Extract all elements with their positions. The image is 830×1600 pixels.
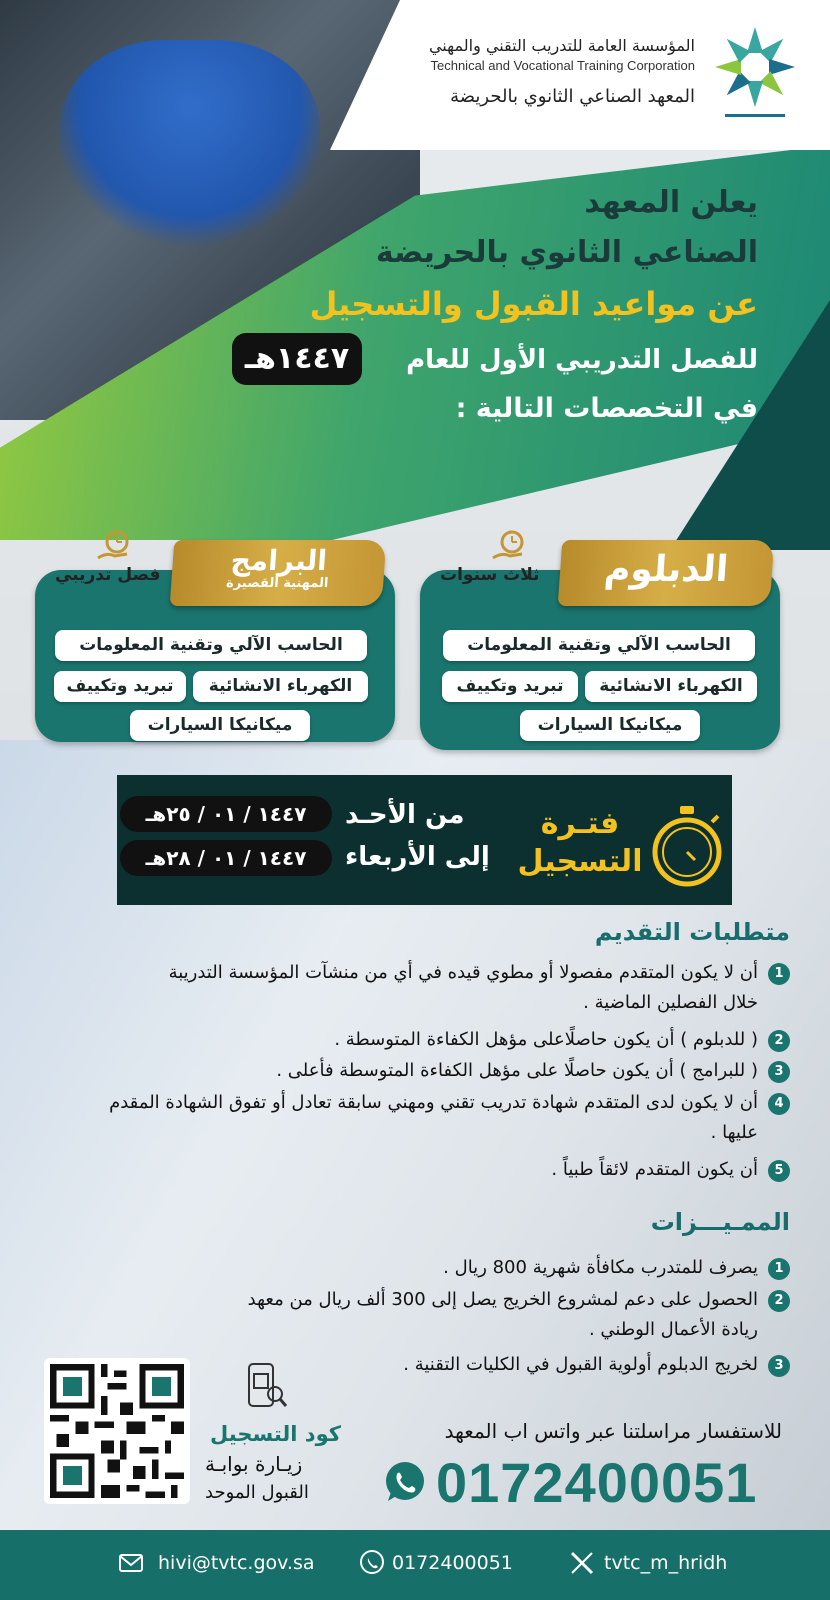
requirement-number: 2	[768, 1030, 790, 1052]
inquiry-text: للاستفسار مراسلتنا عبر واتس اب المعهد	[444, 1419, 782, 1443]
headline-line-2: الصناعي الثانوي بالحريضة	[375, 235, 758, 270]
footer-x-handle[interactable]: tvtc_m_hridh	[604, 1552, 728, 1574]
tvtc-logo-icon	[710, 22, 800, 122]
requirement-item	[150, 1056, 790, 1086]
portal-text-line-1: زيـارة بوابـة	[205, 1452, 303, 1476]
headline-line-1: يعلن المعهد	[584, 185, 758, 220]
feature-item	[230, 1285, 790, 1345]
org-name-arabic: المؤسسة العامة للتدريب التقني والمهني	[428, 36, 695, 55]
from-label: من الأحـد	[345, 800, 465, 830]
programs-duration: فصل تدريبي	[55, 565, 161, 585]
requirement-number: 5	[768, 1160, 790, 1182]
requirement-number: 3	[768, 1061, 790, 1083]
programs-title-text: البرامج	[229, 544, 329, 577]
diploma-title: الدبلوم	[558, 540, 775, 606]
requirement-text: أن يكون المتقدم لائقاً طبياً .	[551, 1159, 758, 1180]
diploma-major: الكهرباء الانشائية	[585, 671, 757, 702]
programs-major: الحاسب الآلي وتقنية المعلومات	[55, 630, 367, 661]
requirement-number: 4	[768, 1093, 790, 1115]
feature-text: يصرف للمتدرب مكافأة شهرية 800 ريال .	[443, 1257, 758, 1278]
feature-number: 3	[768, 1355, 790, 1377]
requirement-item	[150, 958, 790, 1018]
requirement-text: أن لا يكون المتقدم مفصولا أو مطوي قيده في أي من منشآت المؤسسة التدريبة خلال الفصلين الماضية .	[168, 962, 758, 1013]
to-date: ١٤٤٧ / ٠١ / ٢٨هـ	[120, 840, 332, 876]
programs-subtitle: المهنية القصيرة	[225, 576, 329, 591]
requirement-text: ( للدبلوم ) أن يكون حاصلًاعلى مؤهل الكفاءة المتوسطة .	[334, 1029, 758, 1050]
feature-text: الحصول على دعم لمشروع الخريج يصل إلى 300 ألف ريال من معهد ريادة الأعمال الوطني .	[247, 1289, 758, 1340]
feature-item	[190, 1253, 790, 1283]
requirement-number: 1	[768, 963, 790, 985]
registration-title-line-2: التسجيل	[517, 844, 643, 879]
qr-code[interactable]	[44, 1358, 190, 1504]
programs-title	[170, 540, 387, 606]
feature-number: 1	[768, 1258, 790, 1280]
org-name-english: Technical and Vocational Training Corporation	[430, 58, 695, 73]
footer-email[interactable]: hivi@tvtc.gov.sa	[158, 1552, 315, 1574]
feature-number: 2	[768, 1290, 790, 1312]
hand-clock-icon	[490, 528, 528, 566]
to-label: إلى الأربعاء	[345, 842, 490, 872]
footer-phone[interactable]: 0172400051	[392, 1552, 513, 1574]
whatsapp-icon[interactable]	[382, 1459, 428, 1505]
requirement-text: أن لا يكون لدى المتقدم شهادة تدريب تقني ومهني سابقة تعادل أو تفوق الشهادة المقدم عليها .	[109, 1092, 758, 1143]
from-date: ١٤٤٧ / ٠١ / ٢٥هـ	[120, 796, 332, 832]
features-title: الممـيـــزات	[650, 1208, 790, 1236]
registration-code-label: كود التسجيل	[210, 1422, 341, 1446]
stopwatch-icon	[650, 804, 724, 888]
headline-line-5: في التخصصات التالية :	[455, 393, 758, 424]
phone-scan-icon	[245, 1362, 289, 1412]
feature-text: لخريج الدبلوم أولوية القبول في الكليات التقنية .	[403, 1354, 758, 1375]
whatsapp-small-icon	[358, 1549, 386, 1577]
diploma-duration: ثلاث سنوات	[440, 565, 540, 585]
registration-title-line-1: فتـرة	[540, 806, 620, 841]
headline-line-3: عن مواعيد القبول والتسجيل	[309, 285, 758, 323]
programs-major: ميكانيكا السيارات	[130, 710, 310, 741]
requirement-item	[150, 1155, 790, 1185]
email-icon	[118, 1549, 146, 1577]
requirement-item	[70, 1088, 790, 1148]
requirement-item	[150, 1025, 790, 1055]
requirement-text: ( للبرامج ) أن يكون حاصلًا على مؤهل الكفاءة المتوسطة فأعلى .	[276, 1060, 758, 1081]
hand-clock-icon	[95, 528, 133, 566]
diploma-major: الحاسب الآلي وتقنية المعلومات	[443, 630, 755, 661]
diploma-major: تبريد وتكييف	[442, 671, 578, 702]
whatsapp-number[interactable]: 0172400051	[436, 1451, 758, 1514]
requirements-title: متطلبات التقديم	[594, 918, 790, 946]
programs-major: الكهرباء الانشائية	[193, 671, 368, 702]
institute-name: المعهد الصناعي الثانوي بالحريضة	[450, 86, 695, 107]
portal-text-line-2: القبول الموحد	[205, 1482, 309, 1503]
programs-major: تبريد وتكييف	[54, 671, 186, 702]
diploma-major: ميكانيكا السيارات	[520, 710, 700, 741]
registration-title	[510, 805, 650, 881]
x-twitter-icon	[568, 1549, 596, 1577]
year-badge: ١٤٤٧هـ	[232, 333, 362, 385]
headline-line-4: للفصل التدريبي الأول للعام	[406, 345, 758, 375]
